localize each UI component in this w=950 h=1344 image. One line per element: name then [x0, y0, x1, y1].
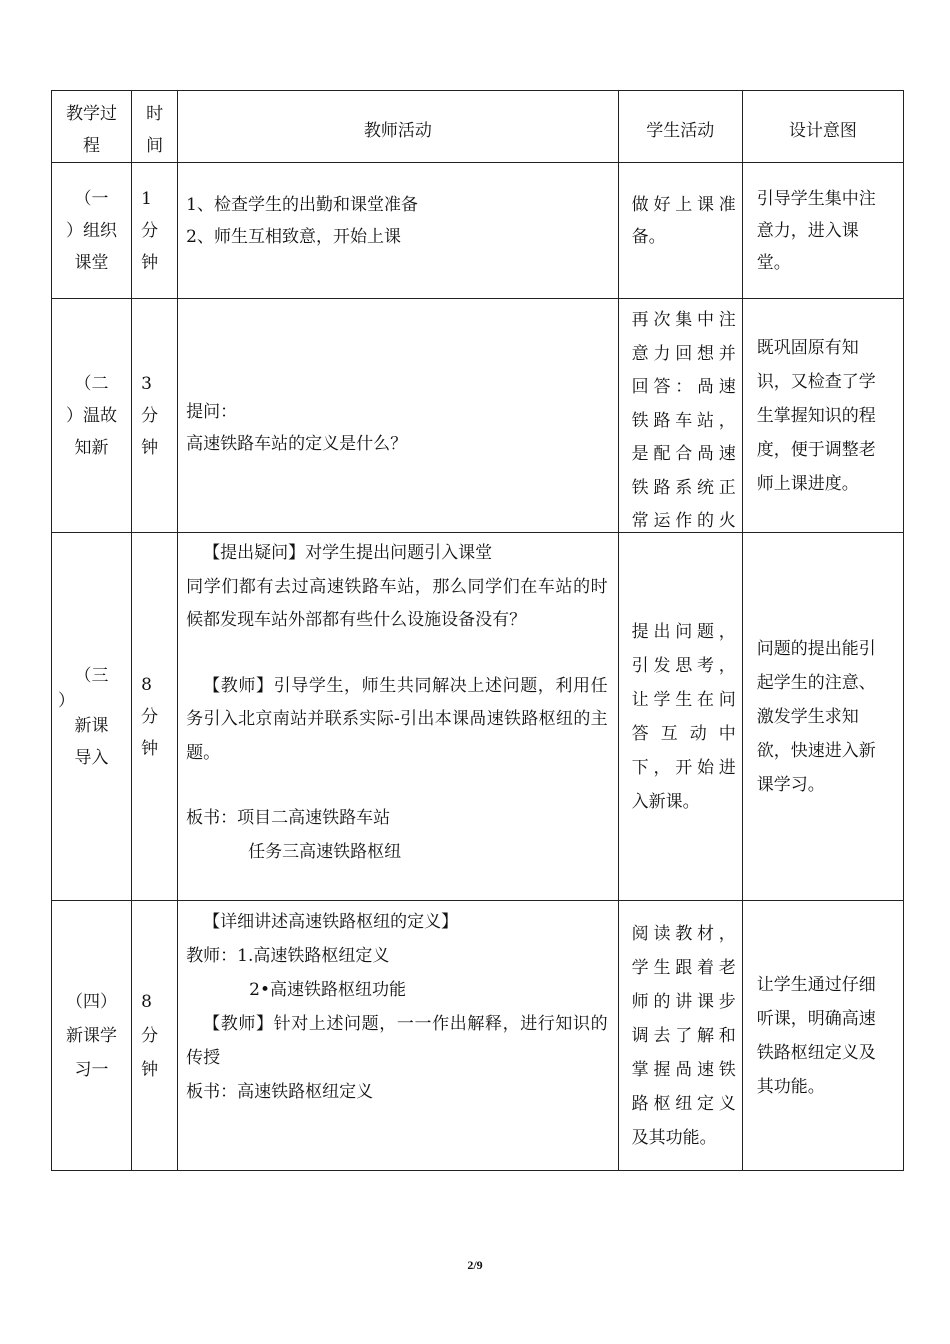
design-intent-cell [742, 163, 903, 299]
student-line: 引发思考， [631, 655, 736, 676]
design-line: 课学习。 [756, 774, 825, 795]
paragraph-gap [186, 638, 608, 670]
time-line: 分 [141, 1025, 159, 1046]
header-row [52, 91, 904, 163]
header-design-label: 设计意图 [788, 120, 857, 141]
lesson-plan-table [51, 90, 904, 1171]
student-line: 是配合咼速 [631, 444, 736, 464]
design-line: 引导学生集中注 [756, 188, 876, 209]
student-line: 备。 [631, 226, 666, 247]
table-row [52, 299, 904, 533]
stage-cell [52, 533, 132, 901]
stage-line: （三 [74, 665, 109, 686]
design-line: 师上课进度。 [756, 473, 859, 494]
design-line: 欲，快速进入新 [756, 740, 876, 761]
header-stage-line1: 教学过 [66, 104, 118, 124]
time-line: 分 [141, 405, 159, 426]
header-teacher-label: 教师活动 [363, 120, 432, 141]
student-line: 意力回想并 [631, 343, 736, 364]
student-line: 回答：咼速 [631, 377, 736, 397]
student-line: 师的讲课步 [631, 991, 736, 1012]
stage-line: ）温故 [66, 405, 118, 426]
student-line: 掌握咼速铁 [631, 1059, 736, 1080]
design-line: 度，便于调整老 [756, 439, 876, 460]
design-line: 既巩固原有知 [756, 337, 859, 358]
teacher-line: 高速铁路车站的定义是什么？ [186, 433, 408, 454]
teacher-activity-cell [178, 533, 619, 901]
design-line: 激发学生求知 [756, 706, 859, 727]
table-row [52, 901, 904, 1171]
stage-line: 新课 [74, 715, 109, 736]
student-line: 答 互 动 中 [631, 723, 736, 744]
teacher-activity-cell [178, 163, 619, 299]
student-line: 调去了解和 [631, 1025, 736, 1046]
time-cell [132, 163, 178, 299]
design-line: 起学生的注意、 [756, 672, 876, 693]
design-intent-cell [742, 901, 903, 1171]
teacher-paragraph: 同学们都有去过高速铁路车站，那么同学们在车站的时候都发现车站外部都有些什么设施设备没有？ [186, 576, 608, 630]
student-line: 提出问题， [631, 621, 736, 642]
student-line: 再次集中注 [631, 310, 736, 330]
design-line: 铁路枢纽定义及 [756, 1042, 876, 1063]
header-time-line1: 时 [146, 104, 164, 124]
student-line: 铁路车站， [631, 410, 736, 431]
stage-cell [52, 163, 132, 299]
time-line: 8 [141, 991, 152, 1012]
stage-cell [52, 299, 132, 533]
header-student-label: 学生活动 [646, 120, 715, 141]
stage-line: ） [58, 690, 75, 711]
paragraph-gap [186, 770, 608, 802]
stage-line: 导入 [74, 747, 109, 768]
teacher-line: 2、师生互相致意，开始上课 [186, 226, 401, 247]
design-line: 听课，明确高速 [756, 1008, 876, 1029]
student-line: 路枢纽定义 [631, 1093, 736, 1114]
teacher-activity-cell [178, 299, 619, 533]
design-line: 生掌握知识的程 [756, 405, 876, 426]
student-activity-cell [618, 299, 742, 533]
teacher-line: 【提出疑问】对学生提出问题引入课堂 [203, 543, 493, 563]
stage-line: （四） [66, 991, 118, 1012]
design-intent-cell [742, 533, 903, 901]
design-line: 堂。 [756, 252, 791, 273]
design-line: 意力，进入课 [756, 220, 859, 241]
design-line: 其功能。 [756, 1076, 825, 1097]
header-student [618, 91, 742, 163]
student-line: 做好上课准 [631, 194, 736, 215]
stage-line: 习一 [74, 1059, 109, 1080]
teacher-line: 任务三高速铁路枢纽 [248, 841, 402, 862]
design-line: 让学生通过仔细 [756, 974, 876, 995]
teacher-line: 教师：1.高速铁路枢纽定义 [186, 946, 390, 966]
teacher-line: 2•高速铁路枢纽功能 [249, 980, 406, 1000]
stage-line: 新课学 [66, 1025, 118, 1046]
student-line: 常运作的火 [631, 511, 736, 531]
teacher-line: 提问： [186, 401, 238, 422]
student-activity-cell [618, 163, 742, 299]
student-line: 及其功能。 [631, 1127, 717, 1148]
student-line: 入新课。 [631, 791, 700, 812]
stage-line: （二 [74, 373, 109, 394]
header-teacher [178, 91, 619, 163]
teacher-line: 板书：高速铁路枢纽定义 [186, 1082, 374, 1102]
header-stage [52, 91, 132, 163]
time-line: 分 [141, 220, 159, 241]
page-number: 2/9 [467, 1258, 483, 1272]
stage-line: （一 [74, 188, 109, 209]
teacher-line: 1、检查学生的出勤和课堂准备 [186, 194, 418, 215]
student-line: 铁路系统正 [631, 477, 736, 498]
time-cell [132, 299, 178, 533]
header-stage-line2: 程 [83, 136, 101, 156]
stage-line: 课堂 [74, 252, 109, 273]
design-intent-cell [742, 299, 903, 533]
stage-line: 知新 [74, 437, 109, 458]
student-line: 让学生在问 [631, 689, 736, 710]
time-line: 钟 [141, 252, 159, 273]
time-cell [132, 533, 178, 901]
header-time [132, 91, 178, 163]
table-row [52, 163, 904, 299]
teacher-activity-cell [178, 901, 619, 1171]
teacher-paragraph: 【教师】引导学生，师生共同解决上述问题，利用任务引入北京南站并联系实际-引出本课咼速铁路枢纽的主题。 [186, 675, 608, 763]
header-design [742, 91, 903, 163]
teacher-line: 板书：项目二高速铁路车站 [186, 808, 391, 828]
student-activity-cell [618, 533, 742, 901]
time-line: 钟 [141, 1059, 159, 1080]
design-line: 问题的提出能引 [756, 638, 876, 659]
teacher-line: 【详细讲述高速铁路枢纽的定义】 [203, 912, 459, 932]
student-line: 下，开始进 [631, 757, 736, 778]
stage-cell [52, 901, 132, 1171]
student-line: 阅读教材， [631, 923, 736, 944]
time-line: 钟 [141, 437, 159, 458]
time-line: 分 [141, 706, 159, 727]
table-row [52, 533, 904, 901]
student-line: 学生跟着老 [631, 957, 736, 978]
time-line: 钟 [141, 738, 159, 759]
student-activity-cell [618, 901, 742, 1171]
time-line: 1 [141, 188, 152, 209]
time-line: 8 [141, 674, 152, 695]
teacher-paragraph: 【教师】针对上述问题，一一作出解释，进行知识的传授 [186, 1014, 608, 1068]
time-line: 3 [141, 373, 152, 394]
header-time-line2: 间 [146, 136, 164, 156]
design-line: 识，又检查了学 [756, 371, 876, 392]
stage-line: ）组织 [66, 220, 118, 241]
time-cell [132, 901, 178, 1171]
